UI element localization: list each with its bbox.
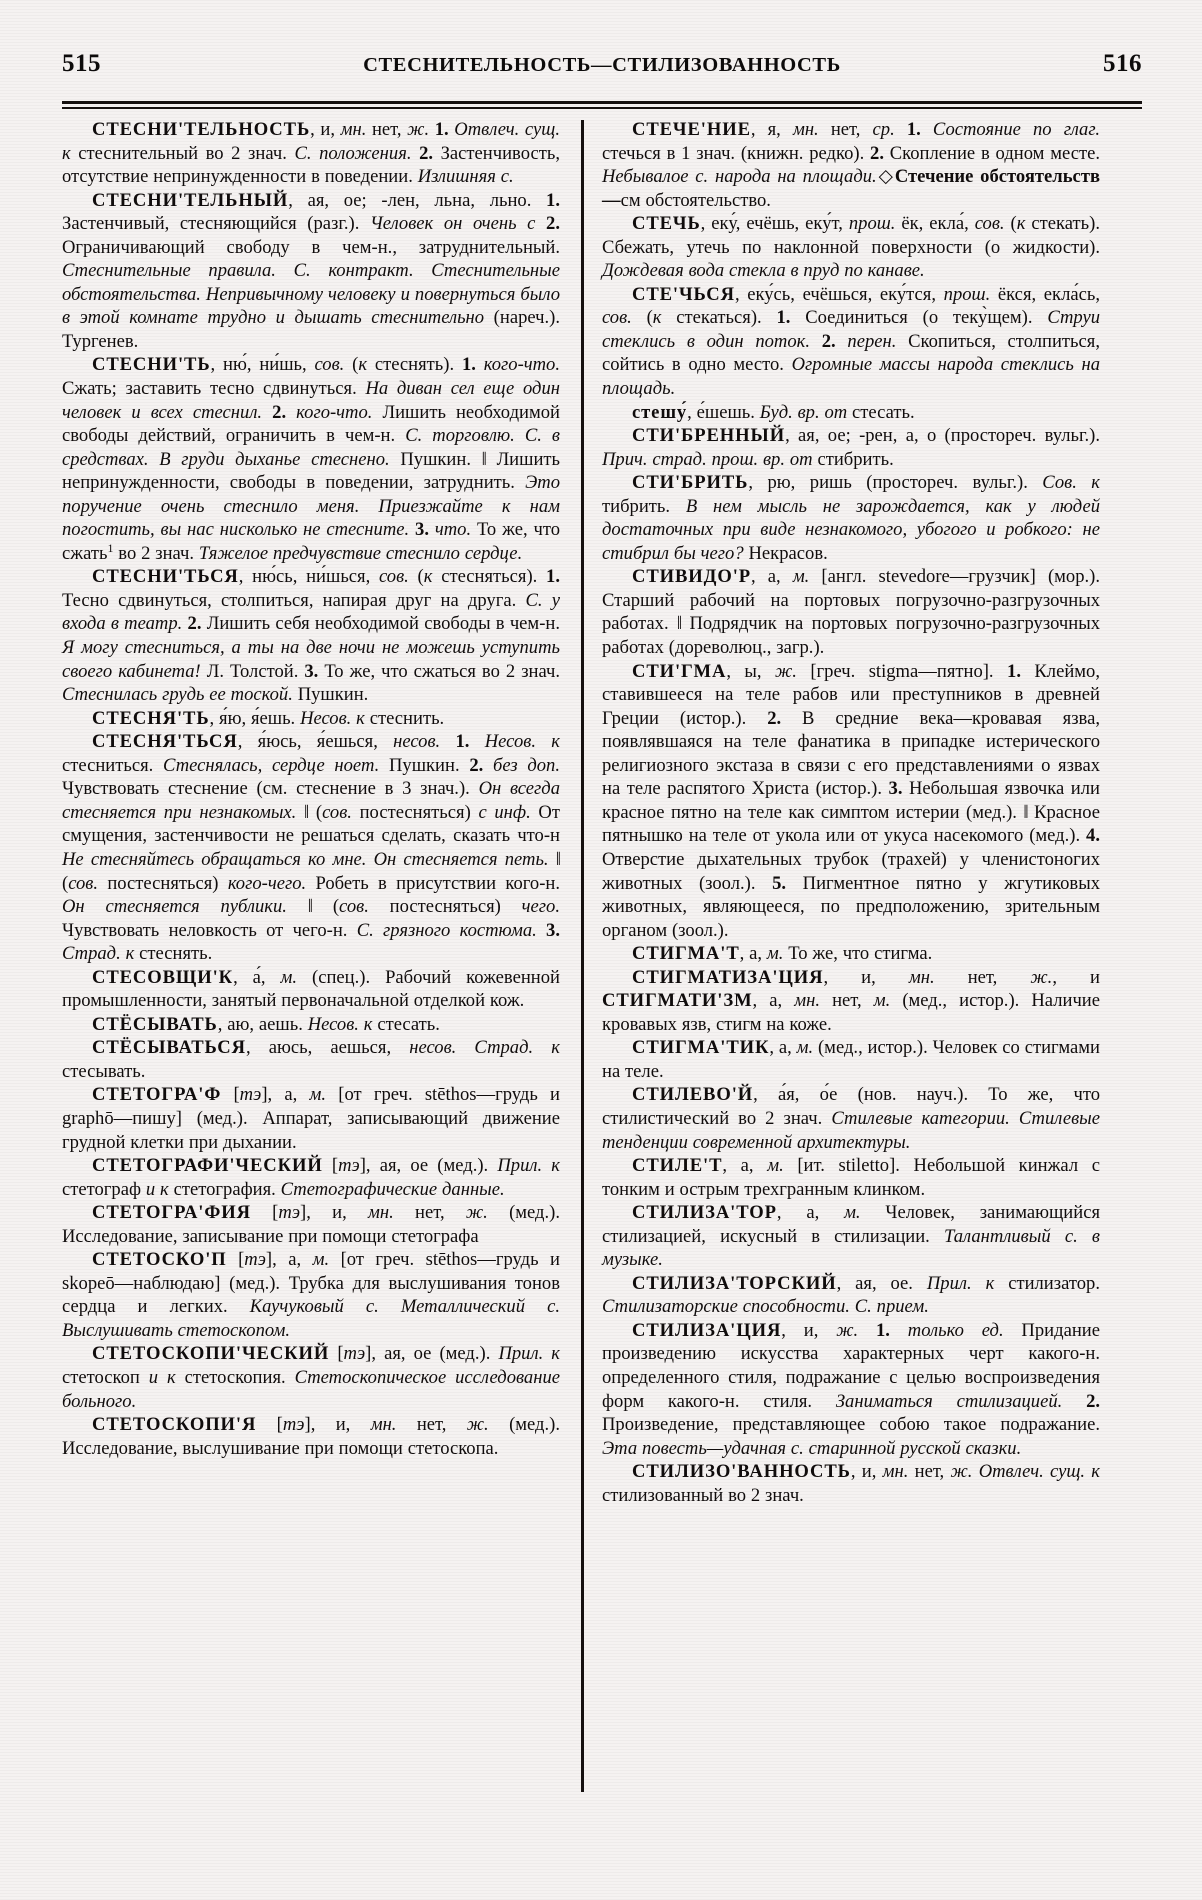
folio-right: 516 [1103,50,1142,77]
dictionary-entry: СТИЛИЗО'ВАННОСТЬ, и, мн. нет, ж. Отвлеч. сущ. к стилизованный во 2 знач. [602,1461,1100,1506]
dictionary-entry: СТЁСЫВАТЬ, аю, аешь. Несов. к стесать. [92,1013,440,1035]
column-divider-rule [581,120,584,1792]
rule-thin [62,107,1142,109]
dictionary-entry: СТЕСНЯ'ТЬСЯ, я́юсь, я́ешься, несов. 1. Несов. к стесниться. Стеснялась, сердце ноет. Пушкин. 2. без доп. Чувствовать стеснение (см. стеснение в 3 знач.). Он всегда стесняется при незнакомых. ‖ (сов. постесняться) с инф. От смущения, застенчивости не решаться сделать, сказать что-н Не стесняйтесь обращаться ко мне. Он стесняется петь. ‖ (сов. постесняться) кого-чего. Робеть в присутствии кого-н. Он стесняется публики. ‖ (сов. постесняться) чего. Чувствовать неловкость от чего-н. С. грязного костюма. 3. Страд. к стеснять. [62,731,561,965]
dictionary-entry: СТИГМА'Т, а, м. То же, что стигма. [632,943,933,965]
running-title: СТЕСНИТЕЛЬНОСТЬ—СТИЛИЗОВАННОСТЬ [363,54,841,76]
dictionary-entry: СТИЛИЗА'ТОР, а, м. Человек, занимающийся стилизацией, искусный в стилизации. Талантливый с. в музыке. [602,1202,1100,1271]
dictionary-entry: СТЕСНИ'ТЬ, ню́, ни́шь, сов. (к стеснять). 1. кого-что. Сжать; заставить тесно сдвинуться. На диван сел еще один человек и всех стеснил. 2. кого-что. Лишить необходимой свободы действий, ограничить в чем-н. С. торговлю. С. в средствах. В груди дыханье стеснено. Пушкин. ‖ Лишить непринужденности, свободы в поведении, затруднить. Это поручение очень стеснило меня. Приезжайте к нам погостить, вы нас нисколько не стесните. 3. что. То же, что сжать$^1$ во 2 знач. Тяжелое предчувствие стеснило сердце. [62,354,561,564]
dictionary-entry: СТИВИДО'Р, а, м. [англ. stevedore—грузчик] (мор.). Старший рабочий на портовых погрузочно-разгрузочных работах. ‖ Подрядчик на портовых погрузочно-разгрузочных работах (дореволюц., загр.). [602,566,1100,659]
dictionary-entry: СТЕЧЕ'НИЕ, я, мн. нет, ср. 1. Состояние по глаг. стечься в 1 знач. (книжн. редко). 2. Скопление в одном месте. Небывалое с. народа на площади.◇Стечение обстоятельств—см обстоятельство. [602,119,1101,211]
column-container [62,118,1142,1858]
dictionary-entry: СТЕСОВЩИ'К, а́, м. (спец.). Рабочий кожевенной промышленности, занятый первоначальной отделкой кож. [62,966,561,1012]
dictionary-entry: СТЕТОСКО'П [тэ], а, м. [от греч. stēthos—грудь и skopeō—наблюдаю] (мед.). Трубка для выслушивания тонов сердца и легких. Каучуковый с. Металлический с. Выслушивать стетоскопом. [62,1249,560,1341]
dictionary-entry: СТЕСНЯ'ТЬ, я́ю, я́ешь. Несов. к стеснить. [92,707,445,729]
dictionary-entry: СТЕСНИ'ТЕЛЬНЫЙ, ая, ое; -лен, льна, льно. 1. Застенчивый, стесняющийся (разг.). Человек он очень с 2. Ограничивающий свободу в чем-н., затруднительный. Стеснительные правила. С. контракт. Стеснительные обстоятельства. Непривычному человеку и повернуться было в этой комнате трудно и дышать стеснительно (нареч.). Тургенев. [62,189,560,352]
dictionary-entry: СТИЛИЗА'ЦИЯ, и, ж. 1. только ед. Придание произведению искусства характерных черт какого-н. определенного стиля, подражание с целью воспроизведения форм какого-н. стиля. Заниматься стилизацией. 2. Произведение, представляющее собою такое подражание. Эта повесть—удачная с. старинной русской сказки. [602,1319,1101,1459]
dictionary-entry: СТИ'БРИТЬ, рю, ришь (простореч. вульг.). Сов. к тибрить. В нем мысль не зарождается, как у людей достаточных при виде незнакомого, убогого и робкого: не стибрил бы чего? Некрасов. [602,472,1100,564]
dictionary-entry: СТЕСНИ'ТЕЛЬНОСТЬ, и, мн. нет, ж. 1. Отвлеч. сущ. к стеснительный во 2 знач. С. положения. 2. Застенчивость, отсутствие непринужденности в поведении. Излишняя с. [62,119,560,188]
dictionary-entry: СТЕТОСКОПИ'ЧЕСКИЙ [тэ], ая, ое (мед.). Прил. к стетоскоп и к стетоскопия. Стетоскопическое исследование больного. [62,1343,561,1412]
dictionary-entry: СТЕТОГРА'ФИЯ [тэ], и, мн. нет, ж. (мед.). Исследование, записывание при помощи стетографа [62,1202,561,1247]
dictionary-entry: СТЕТОГРАФИ'ЧЕСКИЙ [тэ], ая, ое (мед.). Прил. к стетограф и к стетография. Стетографические данные. [62,1155,560,1200]
dictionary-entry: СТЕ'ЧЬСЯ, еку́сь, ечёшься, еку́тся, прош. ёкся, екла́сь, сов. (к стекаться). 1. Соединиться (о теку̀щем). Струи стеклись в один поток. 2. перен. Скопиться, столпиться, сойтись в одно место. Огромные массы народа стеклись на площадь. [602,283,1101,400]
left-column [62,118,581,1858]
dictionary-entry: СТИЛЕ'Т, а, м. [ит. stiletto]. Небольшой кинжал с тонким и острым трехгранным клинком. [602,1155,1100,1200]
dictionary-entry: СТЕТОГРА'Ф [тэ], а, м. [от греч. stēthos—грудь и graphō—пишу] (мед.). Аппарат, записывающий движение грудной клетки при дыхании. [62,1084,560,1153]
dictionary-entry: СТЕЧЬ, еку́, ечёшь, еку́т, прош. ёк, екла́, сов. (к стекать). Сбежать, утечь по наклонной поверхности (о жидкости). Дождевая вода стекла в пруд по канаве. [602,213,1100,282]
dictionary-entry: СТИЛЕВО'Й, а́я, о́е (нов. науч.). То же, что стилистический во 2 знач. Стилевые категории. Стилевые тенденции современной архитектуры. [602,1084,1100,1153]
right-column [602,118,1100,1858]
dictionary-entry: СТИ'БРЕННЫЙ, ая, ое; -рен, а, о (простореч. вульг.). Прич. страд. прош. вр. от стибрить. [602,425,1100,470]
dictionary-entry: СТЁСЫВАТЬСЯ, аюсь, аешься, несов. Страд. к стесывать. [62,1037,560,1082]
header-double-rule [62,101,1142,109]
dictionary-entry: СТЕТОСКОПИ'Я [тэ], и, мн. нет, ж. (мед.). Исследование, выслушивание при помощи стетоскопа. [62,1414,561,1459]
dictionary-entry: СТИГМА'ТИК, а, м. (мед., истор.). Человек со стигмами на теле. [602,1037,1101,1082]
running-header [62,50,1142,84]
dictionary-entry: стешу́, е́шешь. Буд. вр. от стесать. [632,401,915,423]
dictionary-entry: СТЕСНИ'ТЬСЯ, ню́сь, ни́шься, сов. (к стесняться). 1. Тесно сдвинуться, столпиться, напирая друг на друга. С. у входа в театр. 2. Лишить себя необходимой свободы в чем-н. Я могу стесниться, а ты на две ночи не можешь уступить своего кабинета! Л. Толстой. 3. То же, что сжаться во 2 знач. Стеснилась грудь ее тоской. Пушкин. [62,566,561,706]
dictionary-entry: СТИГМАТИЗА'ЦИЯ, и, мн. нет, ж., и СТИГМАТИ'ЗМ, а, мн. нет, м. (мед., истор.). Наличие кровавых язв, стигм на коже. [602,966,1101,1035]
dictionary-entry: СТИЛИЗА'ТОРСКИЙ, ая, ое. Прил. к стилизатор. Стилизаторские способности. С. прием. [602,1272,1101,1318]
dictionary-entry: СТИ'ГМА, ы, ж. [греч. stigma—пятно]. 1. Клеймо, ставившееся на теле рабов или преступников в древней Греции (истор.). 2. В средние века—кровавая язва, появлявшаяся на теле фанатика в припадке истерического религиозного экстаза в связи с его представлениями о язвах на теле распятого Христа (истор.). 3. Небольшая язвочка или красное пятно на теле как симптом истерии (мед.). ‖ Красное пятнышко на теле от укола или от укуса насекомого (мед.). 4. Отверстие дыхательных трубок (трахей) у членистоногих животных (зоол.). 5. Пигментное пятно у жгутиковых животных, являющееся, по предположению, зрительным органом (зоол.). [602,660,1101,941]
folio-left: 515 [62,50,101,77]
